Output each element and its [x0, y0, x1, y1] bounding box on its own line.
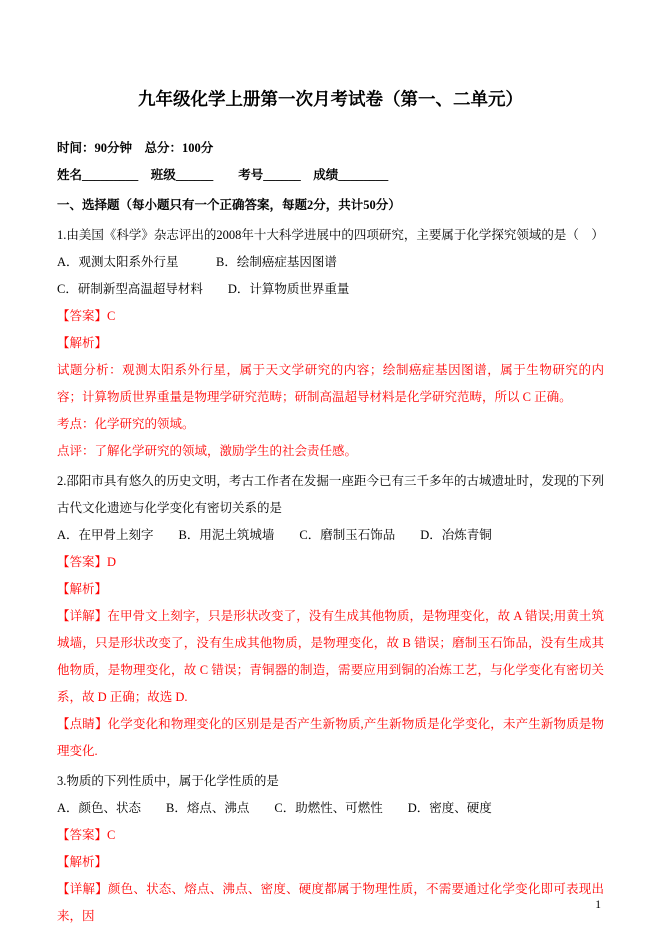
page-number: 1: [595, 899, 601, 911]
question-2-analysis-label: 【解析】: [57, 582, 108, 596]
question-3-analysis-label: 【解析】: [57, 855, 108, 869]
question-2-key-point: 【点睛】化学变化和物理变化的区别是是否产生新物质,产生新物质是化学变化，未产生新物质是物理变化.: [57, 717, 604, 758]
question-1-options-line-1: A．观测太阳系外行星 B．绘制癌症基因图谱: [57, 255, 337, 269]
question-3-answer: 【答案】C: [57, 828, 116, 842]
question-3-options-line-1: A．颜色、状态 B．熔点、沸点 C．助燃性、可燃性 D．密度、硬度: [57, 801, 492, 815]
question-2-detail: 【详解】在甲骨文上刻字，只是形状改变了，没有生成其他物质，是物理变化，故 A 错误;用黄土筑城墙，只是形状改变了，没有生成其他物质，是物理变化，故 B 错误；磨制玉石饰品，没有生成其他物质，是物理变化，故 C 错误；青铜器的制造，需要应用到铜的冶炼工艺，与化学变化有密切关系，故 D 正确；故选 D.: [57, 609, 604, 704]
question-1-comment: 点评：了解化学研究的领域，激励学生的社会责任感。: [57, 444, 358, 458]
question-1-options-line-2: C．研制新型高温超导材料 D．计算物质世界重量: [57, 282, 350, 296]
question-1-analysis-label: 【解析】: [57, 336, 108, 350]
question-3-detail: 【详解】颜色、状态、熔点、沸点、密度、硬度都属于物理性质，不需要通过化学变化即可表现出来，因: [57, 882, 604, 923]
question-1-stem: 1.由美国《科学》杂志评出的2008年十大科学进展中的四项研究，主要属于化学探究领域的是（ ）: [57, 228, 604, 242]
exam-meta-student-fields: 姓名_________ 班级______ 考号______ 成绩________: [57, 168, 389, 182]
question-2-stem: 2.邵阳市具有悠久的历史文明，考古工作者在发掘一座距今已有三千多年的古城遗址时，发现的下列古代文化遗迹与化学变化有密切关系的是: [57, 474, 604, 515]
question-1-analysis-text: 试题分析：观测太阳系外行星，属于天文学研究的内容；绘制癌症基因图谱，属于生物研究的内容；计算物质世界重量是物理学研究范畴；研制高温超导材料是化学研究范畴，所以 C 正确。: [57, 363, 604, 404]
question-1-exam-point: 考点：化学研究的领域。: [57, 417, 195, 431]
question-2-answer: 【答案】D: [57, 555, 117, 569]
exam-meta-time-score: 时间：90分钟 总分：100分: [57, 141, 214, 155]
question-2-options-line-1: A．在甲骨上刻字 B．用泥土筑城墙 C．磨制玉石饰品 D．冶炼青铜: [57, 528, 492, 542]
page-title: 九年级化学上册第一次月考试卷（第一、二单元）: [138, 89, 523, 109]
section-heading: 一、选择题（每小题只有一个正确答案，每题2分，共计50分）: [57, 198, 401, 212]
question-3-stem: 3.物质的下列性质中，属于化学性质的是: [57, 774, 279, 788]
question-1-answer: 【答案】C: [57, 309, 116, 323]
